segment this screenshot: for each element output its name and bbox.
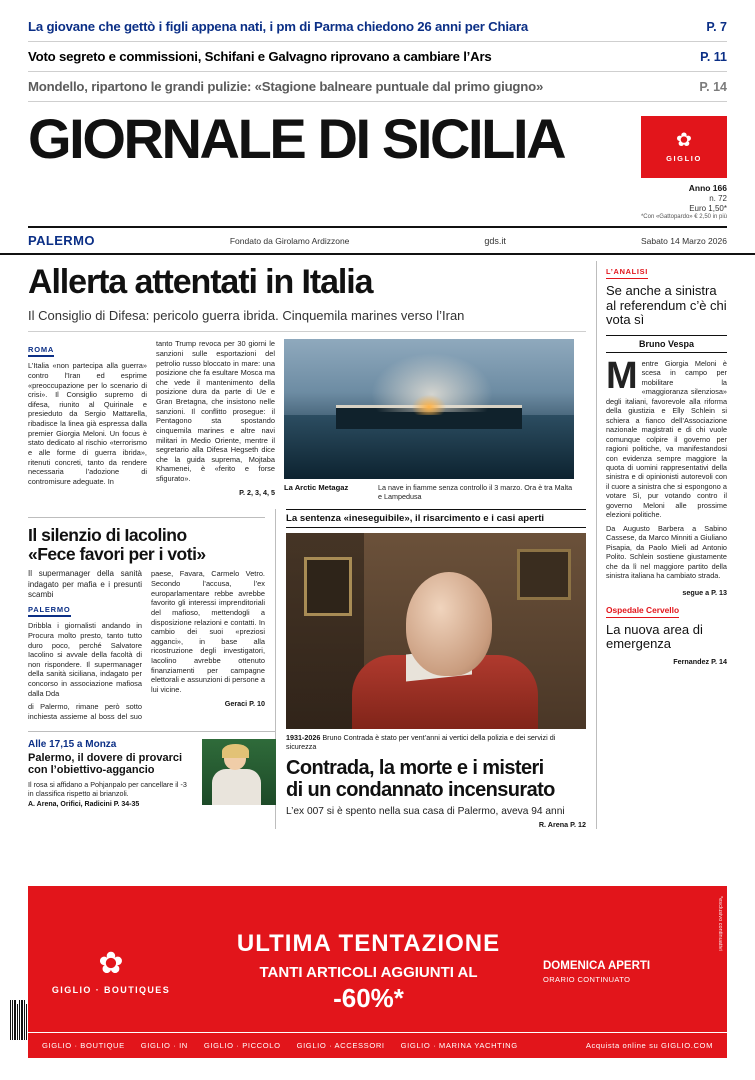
sport-kicker: Alle 17,15 a Monza — [28, 738, 117, 750]
analysis-title[interactable]: Se anche a sinistra al referendum c’è chi vota sì — [606, 283, 727, 328]
contrada-headline-line2: di un condannato incensurato — [286, 778, 555, 801]
sport-byline: A. Arena, Orifici, Radicini P. 34-35 — [28, 801, 140, 809]
giglio-logo-label: GIGLIO — [666, 154, 702, 163]
newspaper-title: GIORNALE DI SICILIA — [28, 107, 565, 170]
lead-text-col-1 — [28, 339, 147, 501]
iacolino-headline[interactable] — [28, 526, 265, 563]
teaser-text: La giovane che gettò i figli appena nati, i pm di Parma chiedono 26 anni per Chiara — [28, 19, 529, 34]
caption-date: 1931-2026 — [286, 733, 321, 743]
iacolino-intro-text: Il supermanager della sanità indagato per mafia e i presunti scambi — [28, 569, 142, 600]
ad-online-link[interactable]: Acquista online su GIGLIO.COM — [585, 1041, 713, 1050]
iacolino-body — [28, 569, 265, 721]
edition-city: PALERMO — [28, 233, 95, 249]
caption-text: La nave in fiamme senza controllo il 3 marzo. Ora è tra Malta e Lampedusa — [378, 483, 573, 502]
sport-body: Il rosa si affidano a Pohjanpalo per cancellare il -3 in classifica rispetto ai brianzoli. — [28, 779, 187, 798]
ad-discount: -60%* — [333, 983, 404, 1013]
teaser-strip — [0, 0, 755, 106]
contrada-headline[interactable] — [286, 758, 586, 801]
contrada-byline: R. Arena P. 12 — [538, 820, 586, 830]
teaser-item-3[interactable] — [28, 72, 727, 102]
analysis-body-2: Da Augusto Barbera a Sabino Cassese, da Marco Minniti a Giuliano Pisapia, da Paolo Mieli ad Antonio Polito. Schlein sostiene giustamente che da lì nel maggiore partito della sinistra italiana ha cambiato strada. — [606, 523, 727, 581]
issue-info — [641, 183, 727, 222]
iacolino-headline-line2: «Fece favori per i voti» — [28, 543, 206, 564]
contrada-portrait-photo — [286, 533, 586, 729]
divider — [28, 517, 265, 518]
ad-brand-2[interactable]: GIGLIO · PICCOLO — [203, 1041, 281, 1050]
analysis-dropcap: M — [606, 354, 638, 397]
lead-body-2-text: tanto Trump revoca per 30 giorni le sanzioni sulle esportazioni del petrolio russo bloccato in mare: una posizione che fa esultare Mosca ma che vede il mantenimento della posizione dura da parte di Ue e Gran Bretagna, che insistono nelle sanzioni. Il conflitto prosegue: il Pentagono sta spostando cinquemila marines e altre navi militari in Medio Oriente, mentre il segretario alla Difesa Hegseth dice che la guida suprema, Mojtaba Khamenei, è «ferito e forse sfigurato». — [156, 339, 275, 484]
ad-brand-0[interactable]: GIGLIO · BOUTIQUE — [42, 1041, 125, 1050]
ad-brand-3[interactable]: GIGLIO · ACCESSORI — [296, 1041, 385, 1050]
right-column — [596, 261, 727, 829]
teaser-page: P. 14 — [699, 80, 727, 94]
masthead-right — [641, 112, 727, 222]
ad-line2: TANTI ARTICOLI AGGIUNTI AL — [259, 964, 478, 981]
issue-price: Euro 1,50* — [689, 204, 727, 214]
issue-date: Sabato 14 Marzo 2026 — [640, 235, 727, 246]
hospital-byline: Fernandez P. 14 — [673, 656, 727, 666]
hospital-title[interactable]: La nuova area di emergenza — [606, 622, 703, 652]
sport-title[interactable] — [28, 752, 194, 776]
iacolino-kicker: PALERMO — [28, 605, 71, 618]
caption-text: Bruno Contrada è stato per vent’anni ai vertici della polizia e dei servizi di sicurezza — [286, 733, 556, 752]
burning-tanker-photo — [284, 339, 574, 479]
issue-anno: Anno 166 — [688, 183, 727, 193]
analysis-body-1: entre Giorgia Meloni è scesa in campo per mobilitare la «maggioranza silenziosa» degli italiani, favorevole alla riforma della giustizia e Elly Schlein si schiera a fianco dell’Associazione nazionale magistrati e di chi vuole comunque colpire il governo per ragioni politiche, va manifestandosi con evidenza sempre maggiore la quota di uomini rappresentativi della sinistra e di opinionisti autorevoli con il cuore a sinistra che si espongono a votare Sì, pur votando contro il governo Meloni alle prossime elezioni politiche. — [606, 358, 727, 520]
lead-kicker: ROMA — [28, 345, 54, 357]
ad-brand-4[interactable]: GIGLIO · MARINA YACHTING — [400, 1041, 518, 1050]
football-player-photo — [202, 739, 276, 805]
giglio-flower-icon: ✿ — [98, 947, 124, 980]
teaser-text: Voto segreto e commissioni, Schifani e Galvagno riprovano a cambiare l’Ars — [28, 49, 492, 64]
mid-section — [28, 509, 586, 829]
contrada-headline-line1: Contrada, la morte e i misteri — [286, 757, 544, 780]
ad-title: ULTIMA TENTAZIONE — [236, 930, 501, 957]
contrada-article — [286, 509, 586, 829]
lead-photo-block — [284, 339, 574, 501]
lead-body-1 — [28, 361, 147, 486]
caption-title: La Arctic Metagaz — [284, 483, 349, 493]
lead-photo-caption — [284, 483, 574, 501]
lead-pages: P. 2, 3, 4, 5 — [239, 487, 275, 497]
giglio-flower-icon: ✿ — [676, 130, 692, 151]
sport-text — [28, 739, 194, 809]
iacolino-headline-line1: Il silenzio di Iacolino — [28, 525, 187, 546]
hospital-kicker: Ospedale Cervello — [606, 605, 679, 618]
ad-logo-label: GIGLIO · BOUTIQUES — [51, 985, 171, 995]
lead-body-1-text: L’Italia «non partecipa alla guerra» contro l’Iran ed esprime «preoccupazione per lo scenario di crisi». Il Consiglio supremo di difesa, riunito al Quirinale e presieduto da Sergio Mattarella, ribadisce la linea già espressa dalla premier Giorgia Meloni. Un focus è stato dedicato al rischio «terrorismo e alle forme di guerra ibrida», ritenuti concreti, tanto da rendere necessaria l’adozione di contromisure adeguate. In — [28, 361, 147, 486]
iacolino-byline: Geraci P. 10 — [224, 698, 265, 708]
contrada-subhead: L’ex 007 si è spento nella sua casa di Palermo, aveva 94 anni — [286, 806, 565, 818]
website-label[interactable]: gds.it — [484, 235, 506, 246]
bottom-advertisement[interactable] — [28, 886, 727, 1058]
analysis-author: Bruno Vespa — [606, 335, 727, 353]
iacolino-article — [28, 509, 276, 829]
lead-subhead: Il Consiglio di Difesa: pericolo guerra ibrida. Cinquemila marines verso l’Iran — [28, 308, 586, 333]
ad-vertical-note: *esclusivo continuativi — [717, 896, 723, 951]
issue-price-note: *Con «Gattopardo» € 2,50 in più — [640, 214, 727, 221]
masthead-info-bar — [0, 228, 755, 255]
lead-headline[interactable]: Allerta attentati in Italia — [28, 263, 373, 302]
ad-right-line2: ORARIO CONTINUATO — [543, 975, 631, 984]
ad-brand-1[interactable]: GIGLIO · IN — [140, 1041, 188, 1050]
iacolino-intro — [28, 569, 142, 698]
content-grid — [0, 261, 755, 829]
lead-body-2 — [156, 339, 275, 483]
iacolino-body-2: di Palermo, rimane però sotto inchiesta assieme al boss del suo paese, Favara, Carmelo Vetro. Secondo l’accusa, l’ex europarlamentare rebbe avrebbe favorito gli interessi imprenditoriali del mafioso, mettendogli a disposizione relazioni e contatti. In cambio dei suoi «preziosi agganci», in base alla ricostruzione degli investigatori, Iacolino avrebbe ottenuto finanziamenti per campagne elettorali e assunzioni di persone a lui vicine. — [28, 569, 265, 721]
contrada-photo-caption — [286, 733, 586, 751]
ad-brand-list — [42, 1041, 518, 1050]
sport-title-line1: Palermo, il dovere di provarci — [28, 751, 183, 764]
iacolino-body-1: Dribbla i giornalisti andando in Procura molto presto, tanto tutto duro poco, perché Salvatore Iacolino si avvale della facoltà di non rispondere. Il supermanager della sanità siciliana, indagato per concorso in associazione mafiosa dalla Dda — [28, 621, 142, 698]
teaser-text: Mondello, ripartono le grandi pulizie: «Stagione balneare puntuale dal primo giugno» — [28, 79, 544, 94]
teaser-page: P. 11 — [700, 50, 727, 64]
ad-footer — [28, 1032, 727, 1058]
analysis-kicker: L’ANALISI — [606, 267, 648, 279]
analysis-continues[interactable]: segue a P. 13 — [682, 588, 727, 598]
contrada-strip-title: La sentenza «ineseguibile», il risarcimento e i casi aperti — [286, 509, 586, 528]
giglio-logo[interactable] — [641, 116, 727, 178]
lead-text-col-2 — [156, 339, 275, 501]
masthead — [0, 106, 755, 222]
main-column — [28, 261, 596, 829]
teaser-page: P. 7 — [706, 20, 727, 34]
ad-right-line1: DOMENICA APERTI — [543, 960, 651, 972]
analysis-body — [606, 354, 727, 581]
teaser-item-2[interactable] — [28, 42, 727, 72]
lead-article-block — [28, 339, 586, 501]
issue-number: n. 72 — [709, 193, 727, 203]
sport-title-line2: con l’obiettivo-aggancio — [28, 763, 155, 776]
founded-note: Fondato da Girolamo Ardizzone — [229, 235, 350, 246]
sport-article — [28, 731, 276, 809]
teaser-item-1[interactable] — [28, 12, 727, 42]
